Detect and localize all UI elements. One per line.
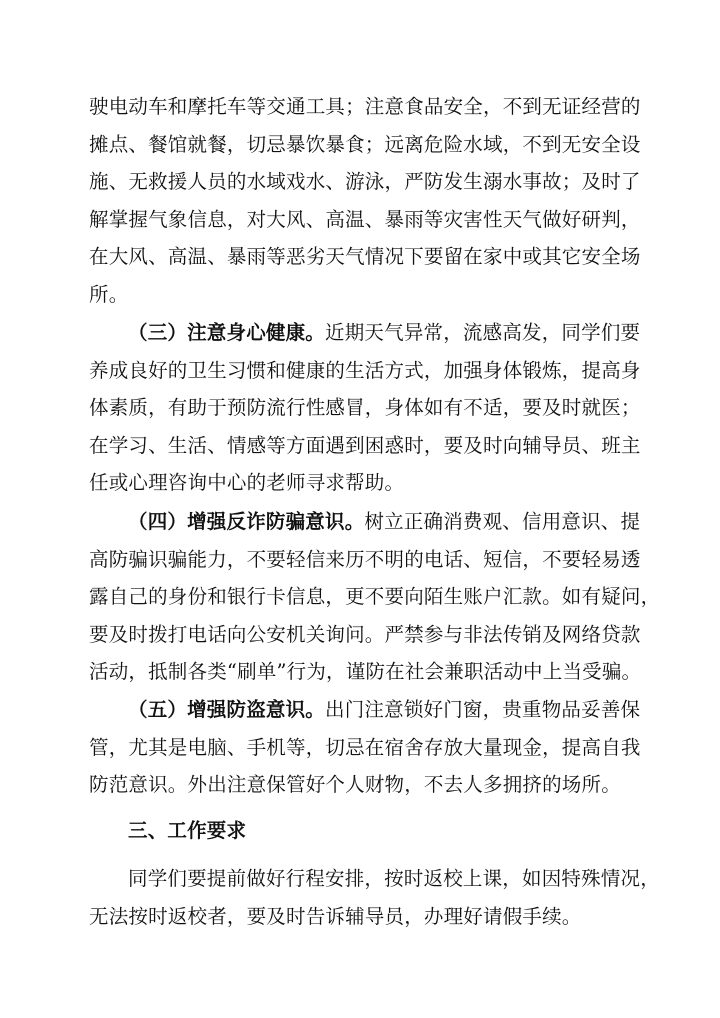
- intro-paragraph: [89, 88, 641, 313]
- section-heading: （四）增强反诈防骗意识。: [128, 510, 365, 533]
- paragraph-line: 所。: [89, 282, 129, 306]
- section-anti-theft: [89, 691, 641, 804]
- paragraph-line: 高防骗识骗能力，不要轻信来历不明的电话、短信，不要轻易透: [89, 547, 641, 571]
- paragraph-line: 解掌握气象信息，对大风、高温、暴雨等灾害性天气做好研判，: [89, 207, 641, 231]
- section-first-line-text: 近期天气异常，流感高发，同学们要: [325, 321, 641, 344]
- paragraph-line: 露自己的身份和银行卡信息，更不要向陌生账户汇款。如有疑问，: [89, 585, 661, 608]
- paragraph-line: 在学习、生活、情感等方面遇到困惑时，要及时向辅导员、班主: [89, 433, 641, 457]
- paragraph-line: 在大风、高温、暴雨等恶劣天气情况下要留在家中或其它安全场: [89, 245, 641, 268]
- section-first-line-text: 出门注意锁好门窗，贵重物品妥善保: [325, 698, 641, 721]
- paragraph-line: 施、无救援人员的水域戏水、游泳，严防发生溺水事故；及时了: [89, 170, 641, 193]
- section-first-line-text: 树立正确消费观、信用意识、提: [364, 510, 641, 533]
- paragraph-line: 活动，抵制各类“刷单”行为，谨防在社会兼职活动中上当受骗。: [89, 660, 642, 683]
- section-first-line: [89, 314, 641, 352]
- paragraph-line: 任或心理咨询中心的老师寻求帮助。: [89, 471, 405, 494]
- section-heading: （三）注意身心健康。: [128, 321, 326, 344]
- section-heading: （五）增强防盗意识。: [128, 698, 326, 721]
- paragraph-line: 摊点、餐馆就餐，切忌暴饮暴食；远离危险水域，不到无安全设: [89, 132, 641, 156]
- work-requirements-paragraph: [89, 860, 660, 935]
- work-requirements-heading-block: [89, 812, 637, 850]
- section-first-line: [89, 503, 641, 541]
- paragraph-line: 无法按时返校者，要及时告诉辅导员，办理好请假手续。: [89, 904, 582, 928]
- paragraph-line: 防范意识。外出注意保管好个人财物，不去人多拥挤的场所。: [89, 773, 621, 796]
- section-anti-fraud: [89, 503, 661, 691]
- paragraph-line: 养成良好的卫生习惯和健康的生活方式，加强身体锻炼，提高身: [89, 358, 641, 382]
- section-health: [89, 314, 641, 502]
- section-title: 三、工作要求: [128, 819, 247, 842]
- section-first-line: [89, 691, 641, 729]
- paragraph-line: 体素质，有助于预防流行性感冒，身体如有不适，要及时就医；: [89, 396, 641, 419]
- paragraph-line: 要及时拨打电话向公安机关询问。严禁参与非法传销及网络贷款: [89, 622, 641, 646]
- paragraph-line: 管，尤其是电脑、手机等，切忌在宿舍存放大量现金，提高自我: [89, 735, 641, 759]
- paragraph-line: 驶电动车和摩托车等交通工具；注意食品安全，不到无证经营的: [89, 95, 641, 118]
- paragraph-line: 同学们要提前做好行程安排，按时返校上课，如因特殊情况，: [128, 867, 660, 890]
